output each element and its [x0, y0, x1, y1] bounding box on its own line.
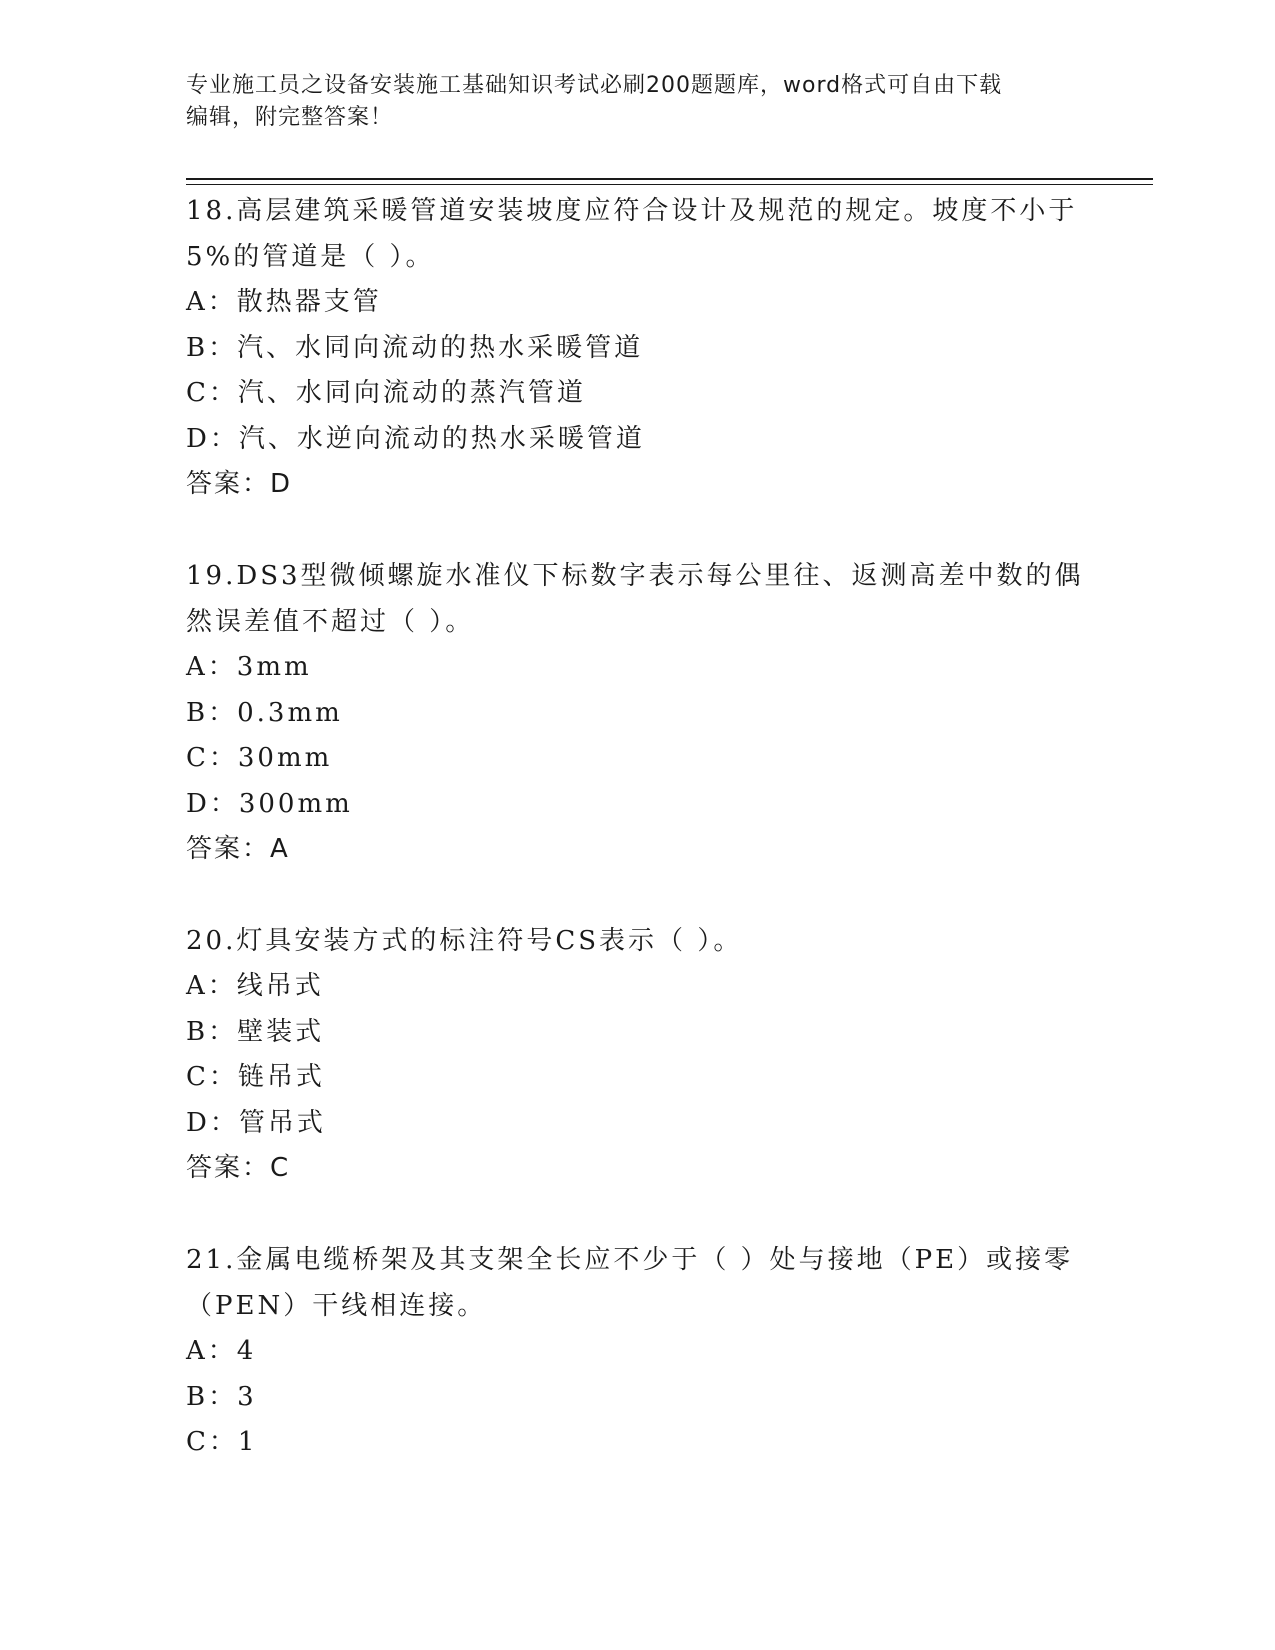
question-21 [186, 1237, 1086, 1466]
stem-line: 然误差值不超过（ ）。 [186, 607, 475, 637]
header-line: 专业施工员之设备安装施工基础知识考试必刷200题题库，word格式可自由下载 [186, 73, 1003, 98]
document-header [186, 70, 1066, 134]
option-b: B：0.3mm [186, 697, 343, 728]
stem-line: 21.金属电缆桥架及其支架全长应不少于（ ）处与接地（PE）或接零 [186, 1245, 1074, 1275]
option-d: D：300mm [186, 788, 353, 819]
question-list [186, 188, 1086, 1512]
option-a: A：线吊式 [186, 971, 324, 1001]
question-stem [186, 918, 1086, 964]
question-stem [186, 1237, 1086, 1329]
question-20 [186, 918, 1086, 1191]
option-b: B：3 [186, 1381, 257, 1412]
option-d: D：管吊式 [186, 1107, 326, 1138]
answer-line: 答案：A [186, 834, 290, 864]
question-stem [186, 553, 1086, 645]
answer-line: 答案：D [186, 469, 293, 499]
option-d: D：汽、水逆向流动的热水采暖管道 [186, 423, 645, 454]
option-b: B：汽、水同向流动的热水采暖管道 [186, 332, 644, 363]
option-c: C：30mm [186, 743, 333, 773]
option-c: C：1 [186, 1427, 258, 1457]
option-a: A：3mm [186, 652, 312, 682]
option-a: A：散热器支管 [186, 287, 382, 317]
question-18 [186, 188, 1086, 507]
question-stem [186, 188, 1086, 280]
stem-line: 18.高层建筑采暖管道安装坡度应符合设计及规范的规定。坡度不小于 [186, 196, 1078, 226]
stem-line: 20.灯具安装方式的标注符号CS表示（ ）。 [186, 926, 743, 956]
header-line: 编辑，附完整答案！ [186, 105, 394, 130]
option-c: C：链吊式 [186, 1062, 325, 1092]
header-divider [186, 178, 1153, 185]
answer-line: 答案：C [186, 1153, 291, 1183]
stem-line: 5%的管道是（ ）。 [186, 242, 435, 272]
question-19 [186, 553, 1086, 872]
stem-line: （PEN）干线相连接。 [186, 1291, 487, 1321]
stem-line: 19.DS3型微倾螺旋水准仪下标数字表示每公里往、返测高差中数的偶 [186, 561, 1084, 591]
option-c: C：汽、水同向流动的蒸汽管道 [186, 378, 586, 408]
option-a: A：4 [186, 1336, 257, 1366]
option-b: B：壁装式 [186, 1016, 325, 1047]
